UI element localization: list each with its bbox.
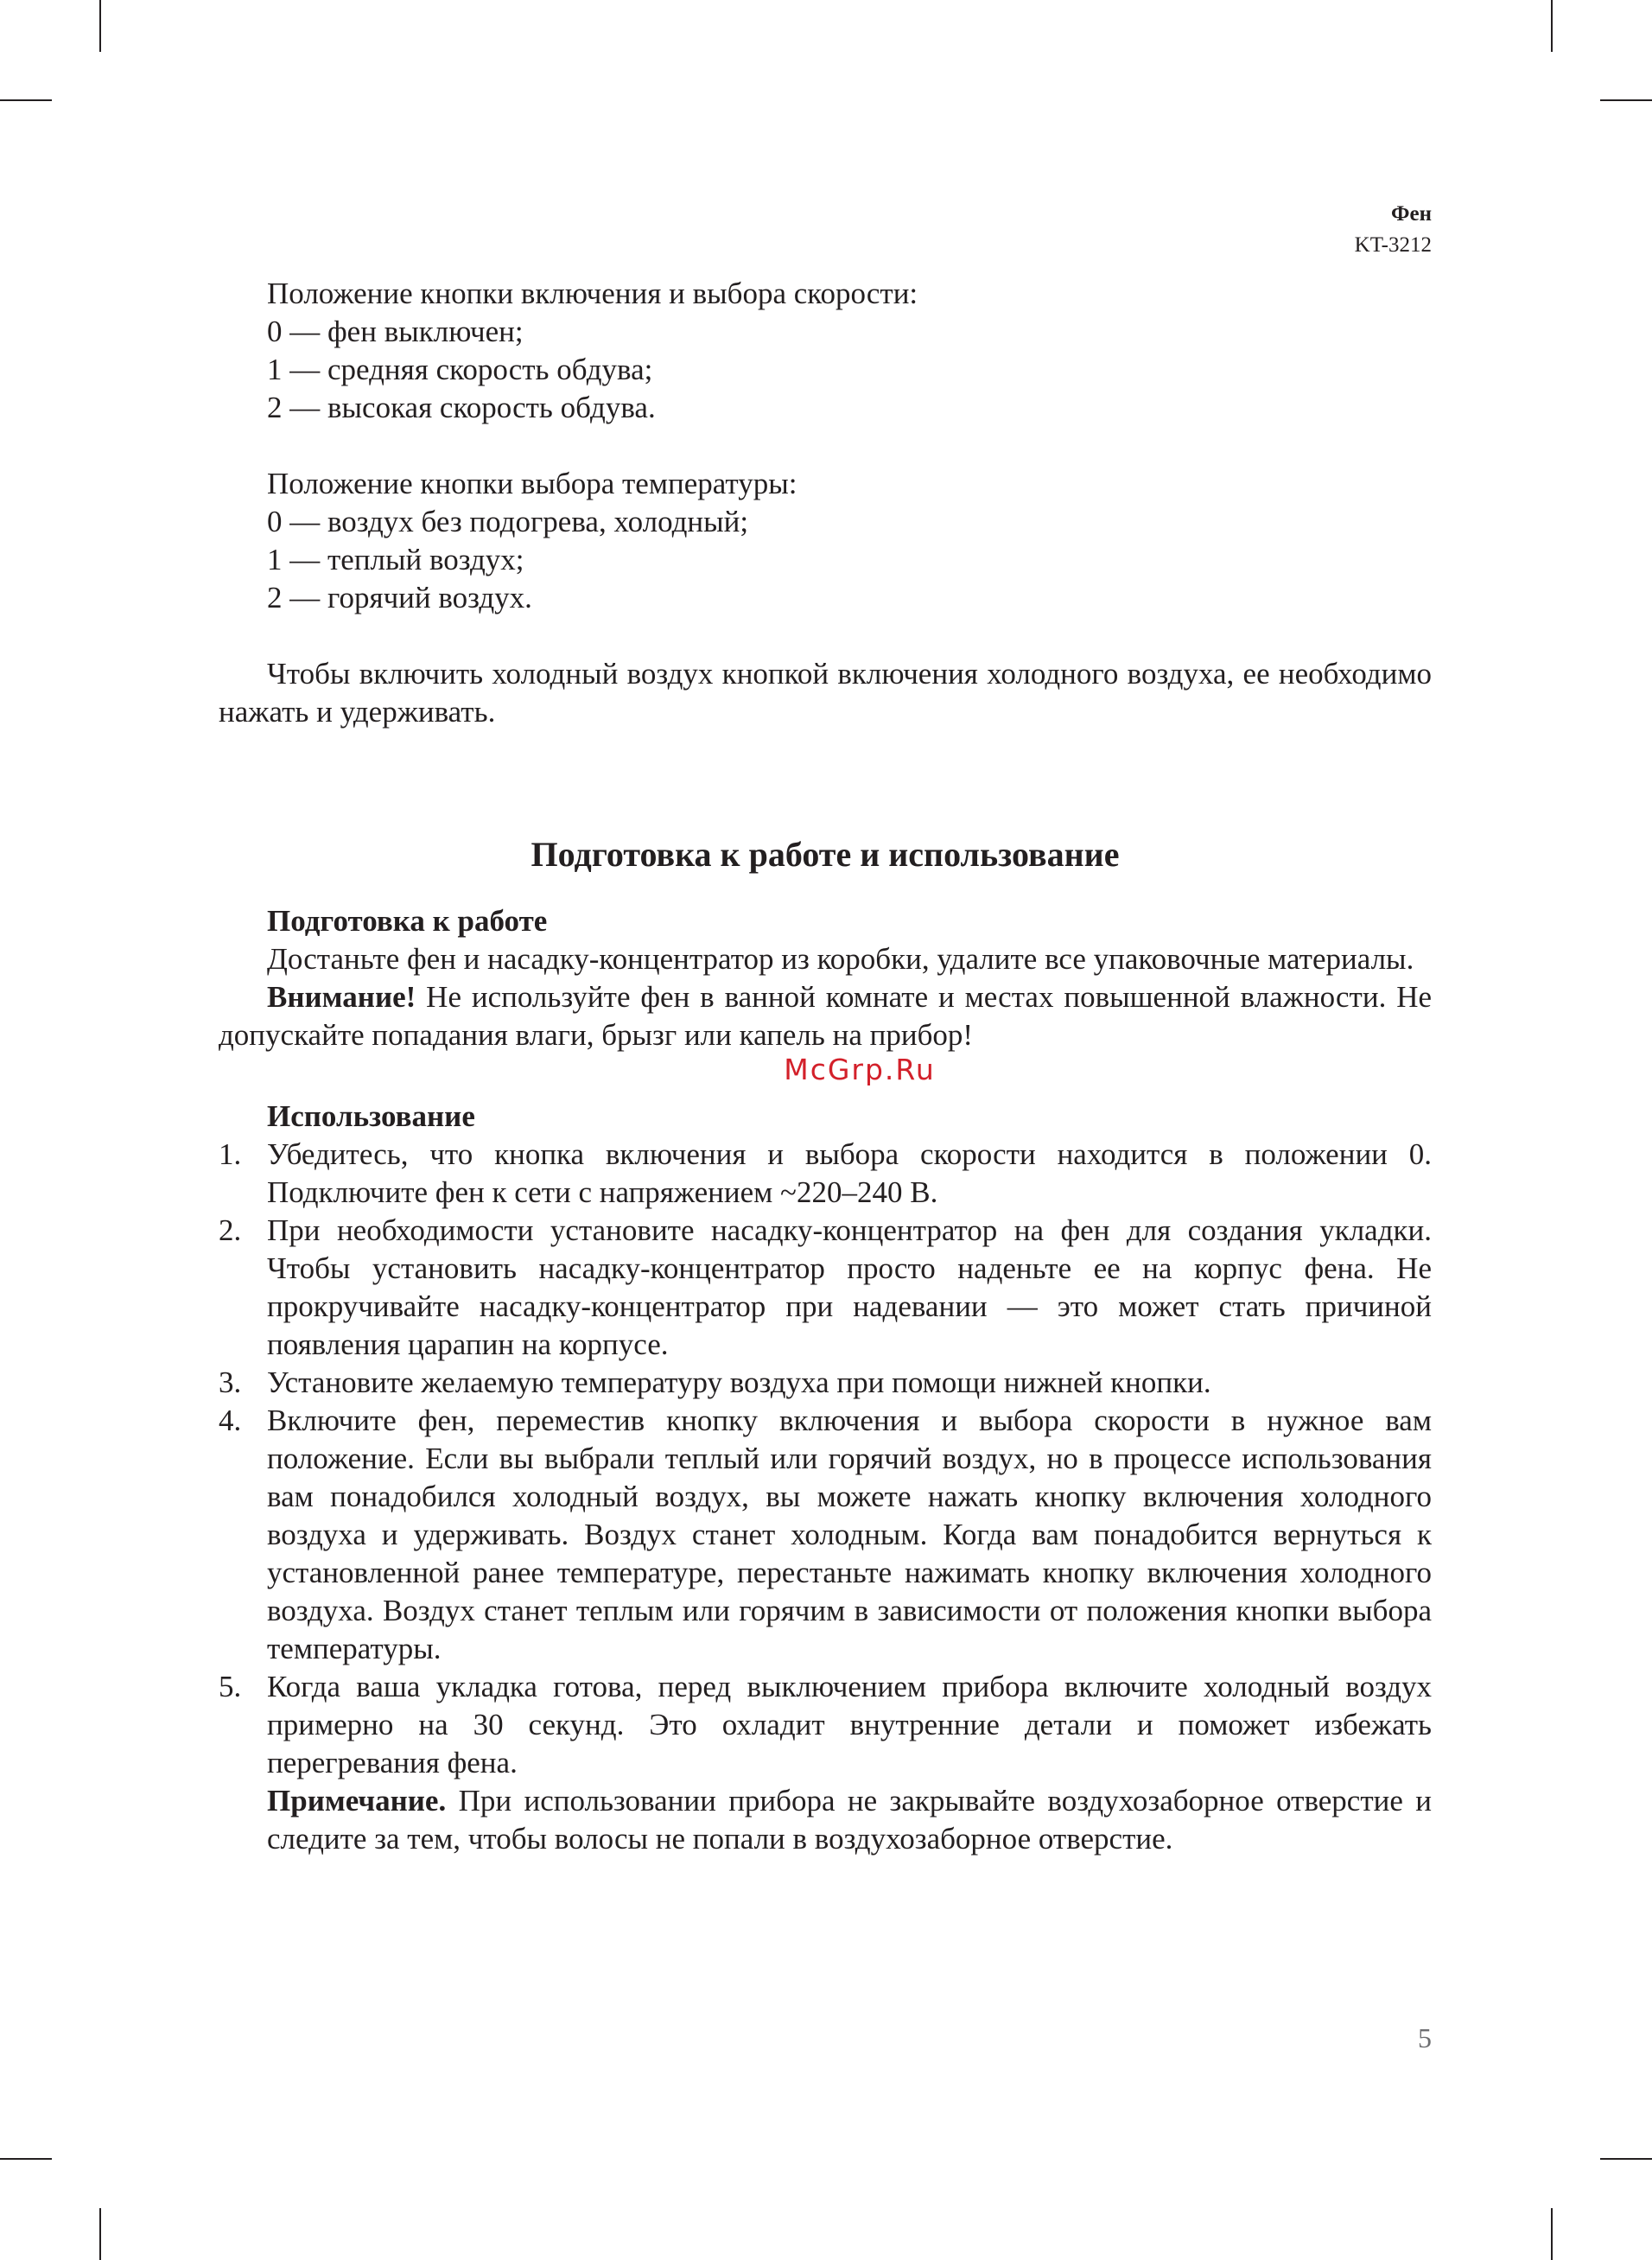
- page-content: [219, 275, 1432, 1858]
- temp-item: 0 — воздух без подогрева, холодный;: [267, 505, 749, 538]
- header-model: KT-3212: [1354, 233, 1432, 257]
- crop-mark-bottom-right-h: [1600, 2158, 1652, 2160]
- crop-mark-bottom-left-h: [0, 2158, 52, 2160]
- list-item: [219, 1136, 1432, 1212]
- list-item: [219, 1668, 1432, 1782]
- speed-block: [219, 275, 1432, 427]
- step-number: 4.: [219, 1404, 242, 1437]
- step-text: При необходимости установите насадку-концентратор на фен для создания укладки. Чтобы установить насадку-концентратор просто наденьте ее на корпус фена. Не прокручивайте насадку-концентратор при надевании — это может стать причиной появления царапин на корпусе.: [267, 1213, 1432, 1361]
- step-number: 1.: [219, 1137, 242, 1171]
- step-number: 3.: [219, 1366, 242, 1399]
- running-header: [1355, 199, 1432, 261]
- temp-item: 2 — горячий воздух.: [267, 581, 532, 614]
- warning-paragraph: [219, 978, 1432, 1054]
- note-paragraph: [219, 1782, 1432, 1858]
- step-text: Убедитесь, что кнопка включения и выбора скорости находится в положении 0. Подключите фен к сети с напряжением ~220–240 В.: [267, 1137, 1432, 1209]
- speed-item: 0 — фен выключен;: [267, 315, 524, 348]
- step-text: Когда ваша укладка готова, перед выключением прибора включите холодный воздух примерно на 30 секунд. Это охладит внутренние детали и поможет избежать перегревания фена.: [267, 1670, 1432, 1779]
- note-label: Примечание.: [267, 1784, 447, 1818]
- warning-label: Внимание!: [267, 980, 416, 1014]
- warning-text: Не используйте фен в ванной комнате и местах повышенной влажности. Не допускайте попадания влаги, брызг или капель на прибор!: [219, 980, 1432, 1052]
- step-number: 2.: [219, 1213, 242, 1247]
- crop-mark-top-left-h: [0, 99, 52, 101]
- list-item: [219, 1364, 1432, 1402]
- step-text: Установите желаемую температуру воздуха при помощи нижней кнопки.: [267, 1366, 1211, 1399]
- crop-mark-bottom-right-v: [1551, 2208, 1553, 2260]
- list-item: [219, 1402, 1432, 1668]
- header-product: Фен: [1391, 202, 1432, 226]
- usage-steps: [219, 1136, 1432, 1782]
- cold-air-paragraph: Чтобы включить холодный воздух кнопкой включения холодного воздуха, ее необходимо нажать и удерживать.: [219, 657, 1432, 729]
- prep-paragraph: Достаньте фен и насадку-концентратор из коробки, удалите все упаковочные материалы.: [267, 942, 1414, 976]
- speed-item: 1 — средняя скорость обдува;: [267, 353, 653, 386]
- crop-mark-top-right-v: [1551, 0, 1553, 52]
- prep-title: Подготовка к работе: [267, 904, 548, 938]
- section-title: Подготовка к работе и использование: [531, 835, 1120, 874]
- temp-block: [219, 465, 1432, 617]
- note-text: При использовании прибора не закрывайте воздухозаборное отверстие и следите за тем, чтобы волосы не попали в воздухозаборное отверстие.: [267, 1784, 1432, 1856]
- temp-item: 1 — теплый воздух;: [267, 543, 524, 576]
- crop-mark-top-left-v: [99, 0, 101, 52]
- step-text: Включите фен, переместив кнопку включения и выбора скорости в нужное вам положение. Если вы выбрали теплый или горячий воздух, но в процессе использования вам понадобился холодный воздух, вы можете нажать кнопку включения холодного воздуха и удерживать. Воздух станет холодным. Когда вам понадобится вернуться к установленной ранее температуре, перестаньте нажимать кнопку включения холодного воздуха. Воздух станет теплым или горячим в зависимости от положения кнопки выбора температуры.: [267, 1404, 1432, 1665]
- list-item: [219, 1212, 1432, 1364]
- crop-mark-bottom-left-v: [99, 2208, 101, 2260]
- crop-mark-top-right-h: [1600, 99, 1652, 101]
- usage-title: Использование: [267, 1099, 475, 1133]
- speed-item: 2 — высокая скорость обдува.: [267, 391, 656, 424]
- temp-block-title: Положение кнопки выбора температуры:: [267, 467, 797, 500]
- speed-block-title: Положение кнопки включения и выбора скорости:: [267, 277, 918, 310]
- step-number: 5.: [219, 1670, 242, 1703]
- watermark: McGrp.Ru: [784, 1053, 936, 1086]
- page-number: 5: [1418, 2022, 1432, 2053]
